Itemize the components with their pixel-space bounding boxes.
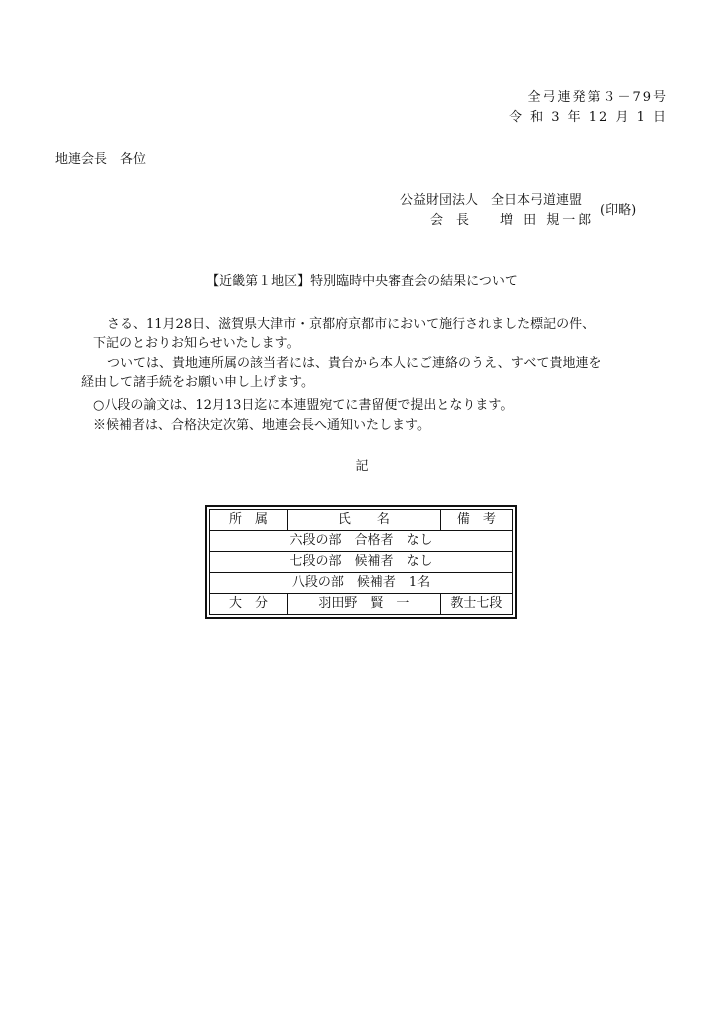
- results-table: [205, 505, 517, 619]
- body-paragraph-2-line-2: 経由して諸手続をお願い申し上げます。: [81, 375, 314, 390]
- nanadan-result: 七段の部 候補者 なし: [210, 552, 513, 573]
- note-thesis-deadline: ○八段の論文は、12月13日迄に本連盟宛てに書留便で提出となります。: [93, 398, 514, 413]
- header-name: 氏 名: [288, 510, 441, 531]
- table-row: [210, 594, 513, 615]
- body-paragraph-1-line-1: さる、11月28日、滋賀県大津市・京都府京都市において施行されました標記の件、: [107, 317, 596, 332]
- hachidan-result: 八段の部 候補者 1名: [210, 573, 513, 594]
- header-remarks: 備 考: [440, 510, 512, 531]
- document-subject: 【近畿第１地区】特別臨時中央審査会の結果について: [206, 274, 518, 289]
- header-affiliation: 所 属: [210, 510, 288, 531]
- seal-note: (印略): [600, 203, 637, 218]
- document-number: 全弓連発第３－79号: [527, 90, 668, 105]
- table-row: [210, 552, 513, 573]
- sender-name: 増 田 規一郎: [500, 213, 595, 228]
- note-candidate-notice: ※候補者は、合格決定次第、地連会長へ通知いたします。: [93, 418, 430, 433]
- candidate-affiliation: 大 分: [210, 594, 288, 615]
- addressee: 地連会長 各位: [55, 152, 147, 167]
- table-row: [210, 531, 513, 552]
- sender-title: 会 長: [430, 213, 470, 228]
- body-paragraph-2-line-1: ついては、貴地連所属の該当者には、貴台から本人にご連絡のうえ、すべて貴地連を: [107, 356, 602, 371]
- candidate-name: 羽田野 賢 一: [288, 594, 441, 615]
- ki-heading: 記: [355, 459, 369, 474]
- table-row: [210, 573, 513, 594]
- body-paragraph-1-line-2: 下記のとおりお知らせいたします。: [93, 336, 300, 351]
- rokudan-result: 六段の部 合格者 なし: [210, 531, 513, 552]
- candidate-remarks: 教士七段: [440, 594, 512, 615]
- table-header-row: [210, 510, 513, 531]
- sender-organization: 公益財団法人 全日本弓道連盟: [400, 193, 583, 208]
- document-date: 令 和 3 年 12 月 1 日: [508, 110, 668, 125]
